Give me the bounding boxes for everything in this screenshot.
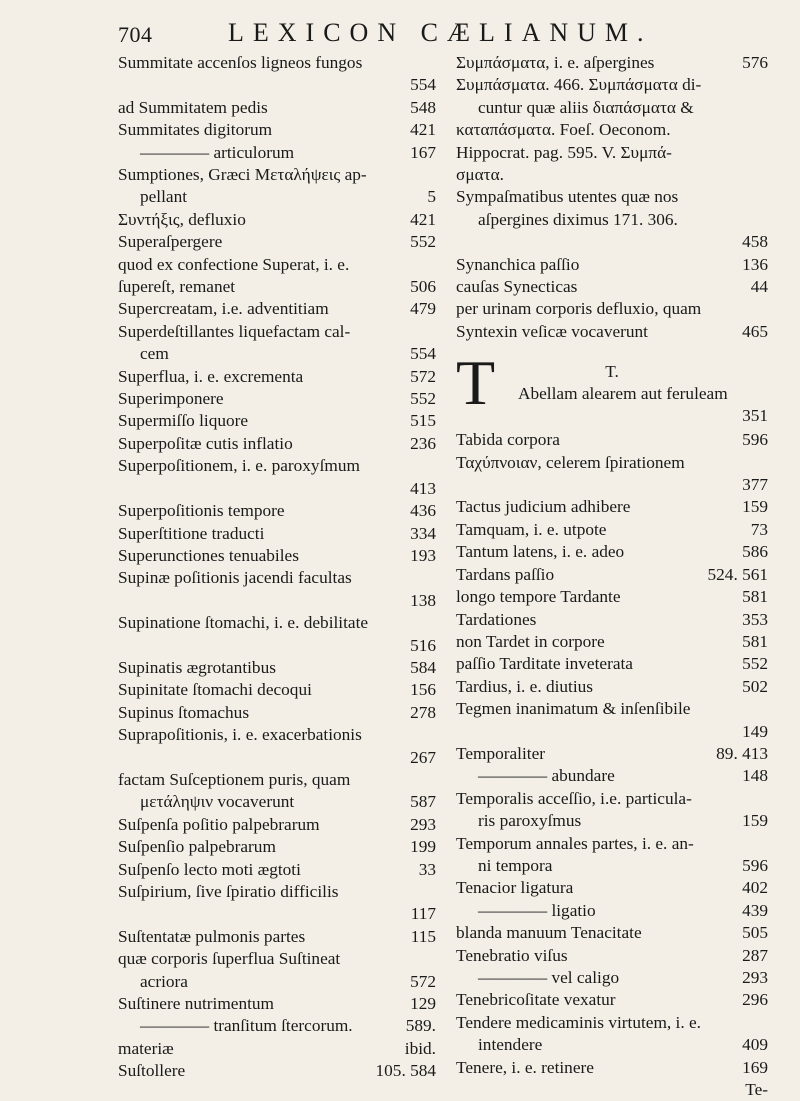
index-entry — [456, 765, 768, 787]
entry-page-ref: 548 — [410, 97, 436, 117]
entry-page-ref: 502 — [742, 676, 768, 696]
entry-page-ref: 115 — [410, 926, 436, 946]
entry-text: quæ corporis ſuperflua Suſtineat — [118, 949, 341, 969]
entry-page-ref: 167 — [410, 142, 436, 162]
entry-page-ref: 73 — [750, 519, 768, 539]
index-entry — [456, 922, 768, 944]
index-entry — [456, 519, 768, 541]
index-entry — [118, 276, 436, 298]
index-entry — [456, 452, 768, 474]
entry-text: pellant — [140, 187, 188, 207]
entry-page-ref: 524. 561 — [707, 564, 768, 584]
entry-page-ref: 409 — [742, 1035, 768, 1055]
index-entry — [118, 567, 436, 589]
entry-text: Tenebricoſitate vexatur — [456, 990, 616, 1010]
index-entry — [118, 1015, 436, 1037]
entry-text: Tactus judicium adhibere — [456, 497, 631, 517]
index-entry — [456, 586, 768, 608]
entry-page-ref: 267 — [410, 747, 436, 767]
section-first-num: 351 — [742, 406, 768, 426]
index-entry — [118, 993, 436, 1015]
entry-page-ref: 138 — [410, 590, 436, 610]
index-entry — [118, 612, 436, 634]
index-entry — [456, 900, 768, 922]
index-entry — [456, 653, 768, 675]
entry-text: cem — [140, 344, 169, 364]
entry-page-ref: 159 — [742, 811, 768, 831]
section-heading: T. — [605, 362, 619, 382]
entry-text: paſſio Tarditate inveterata — [456, 654, 633, 674]
entry-text: cuntur quæ aliis διαπάσματα & — [478, 97, 694, 117]
index-entry — [456, 74, 768, 96]
entry-page-ref: 117 — [410, 904, 436, 924]
entry-page-ref: 413 — [410, 478, 436, 498]
index-entry — [118, 343, 436, 365]
entry-text: μετάληψιν vocaverunt — [140, 792, 295, 812]
entry-page-ref: 353 — [742, 609, 768, 629]
index-entry — [118, 590, 436, 612]
entry-text: Sumptiones, Græci Μεταλήψεις ap- — [118, 165, 367, 185]
entry-page-ref: 156 — [410, 680, 436, 700]
index-entry — [118, 635, 436, 657]
index-entry — [456, 142, 768, 164]
running-header — [118, 18, 770, 50]
entry-page-ref: 105. 584 — [375, 1061, 436, 1081]
entry-text: Tantum latens, i. e. adeo — [456, 542, 625, 562]
entry-page-ref: ibid. — [404, 1038, 436, 1058]
entry-text: Sympaſmatibus utentes quæ nos — [456, 187, 679, 207]
entry-text: Tardans paſſio — [456, 564, 555, 584]
entry-text: Suſpirium, ſive ſpiratio difficilis — [118, 881, 339, 901]
index-entry — [456, 298, 768, 320]
entry-text: Synanchica paſſio — [456, 254, 580, 274]
entry-text: ———— ligatio — [478, 900, 596, 920]
entry-text: longo tempore Tardante — [456, 587, 621, 607]
index-entry — [456, 276, 768, 298]
index-entry — [118, 657, 436, 679]
index-entry — [456, 474, 768, 496]
entry-text: Superdeſtillantes liquefactam cal- — [118, 321, 351, 341]
index-entry — [118, 926, 436, 948]
right-column — [456, 52, 768, 1101]
entry-page-ref: 44 — [750, 277, 768, 297]
entry-text: Superpoſitionem, i. e. paroxyſmum — [118, 456, 360, 476]
index-entry — [456, 676, 768, 698]
entry-page-ref: 465 — [742, 321, 768, 341]
index-entry — [456, 877, 768, 899]
entry-page-ref: 552 — [742, 654, 768, 674]
entry-page-ref: 159 — [742, 497, 768, 517]
entry-text: Ταχύπνοιαν, celerem ſpirationem — [456, 452, 685, 472]
entry-text: Supermiſſo liquore — [118, 411, 249, 431]
index-entry — [118, 859, 436, 881]
entry-page-ref: 596 — [742, 430, 768, 450]
entry-page-ref: 148 — [742, 766, 768, 786]
right-column-t-entries — [456, 429, 768, 1101]
entry-text: Supinatis ægrotantibus — [118, 657, 276, 677]
entry-text: quod ex confectione Superat, i. e. — [118, 254, 350, 274]
entry-page-ref: 554 — [410, 75, 436, 95]
entry-page-ref: 236 — [410, 433, 436, 453]
index-entry — [118, 836, 436, 858]
index-entry — [456, 1079, 768, 1101]
entry-page-ref: 581 — [742, 587, 768, 607]
entry-text: Temporaliter — [456, 743, 545, 763]
entry-page-ref: 554 — [410, 344, 436, 364]
index-entry — [456, 164, 768, 186]
entry-text: Tenere, i. e. retinere — [456, 1057, 594, 1077]
entry-page-ref: Te- — [745, 1080, 768, 1100]
entry-text: Tenebratio viſus — [456, 945, 568, 965]
index-entry — [118, 724, 436, 746]
entry-page-ref: 596 — [742, 855, 768, 875]
index-entry — [118, 702, 436, 724]
entry-page-ref: 552 — [410, 232, 436, 252]
entry-text: Suſtentatæ pulmonis partes — [118, 926, 306, 946]
index-entry — [456, 1057, 768, 1079]
index-entry — [118, 388, 436, 410]
entry-text: Suſpenſo lecto moti ægtoti — [118, 859, 301, 879]
index-entry — [118, 747, 436, 769]
entry-text: materiæ — [118, 1038, 174, 1058]
section-first-line: Abellam alearem aut feruleam — [518, 384, 728, 404]
entry-text: factam Suſceptionem puris, quam — [118, 769, 351, 789]
entry-page-ref: 89. 413 — [716, 743, 768, 763]
entry-page-ref: 587 — [410, 792, 436, 812]
entry-page-ref: 293 — [410, 814, 436, 834]
entry-page-ref: 149 — [742, 721, 768, 741]
entry-text: acriora — [140, 971, 188, 991]
index-entry — [118, 791, 436, 813]
entry-page-ref: 552 — [410, 389, 436, 409]
entry-text: ———— vel caligo — [478, 967, 620, 987]
index-entry — [118, 814, 436, 836]
entry-page-ref: 33 — [418, 859, 436, 879]
entry-text: Tendere medicaminis virtutem, i. e. — [456, 1012, 701, 1032]
entry-text: σματα. — [456, 165, 504, 185]
index-entry — [118, 52, 436, 74]
index-entry — [456, 810, 768, 832]
section-t-heading-block — [456, 347, 768, 426]
index-entry — [118, 142, 436, 164]
entry-text: blanda manuum Tenacitate — [456, 923, 642, 943]
entry-page-ref: 293 — [742, 967, 768, 987]
entry-text: Tegmen inanimatum & inſenſibile — [456, 699, 691, 719]
entry-text: Superimponere — [118, 389, 224, 409]
entry-text: Συμπάσματα, i. e. aſpergines — [456, 53, 655, 72]
index-entry — [456, 231, 768, 253]
index-entry — [456, 743, 768, 765]
entry-text: Summitates digitorum — [118, 120, 273, 140]
entry-text: intendere — [478, 1035, 543, 1055]
entry-page-ref: 421 — [410, 120, 436, 140]
index-entry — [456, 945, 768, 967]
entry-text: Superpoſitionis tempore — [118, 501, 285, 521]
entry-page-ref: 586 — [742, 542, 768, 562]
index-entry — [118, 254, 436, 276]
index-entry — [118, 321, 436, 343]
entry-text: Supercreatam, i.e. adventitiam — [118, 299, 329, 319]
left-column — [118, 52, 436, 1083]
index-entry — [456, 541, 768, 563]
right-column-s-entries — [456, 52, 768, 343]
index-entry — [118, 1060, 436, 1082]
entry-text: Supinatione ſtomachi, i. e. debilitate — [118, 613, 369, 633]
entry-page-ref: 287 — [742, 945, 768, 965]
index-entry — [118, 971, 436, 993]
entry-text: ſupereſt, remanet — [118, 277, 236, 297]
index-entry — [118, 366, 436, 388]
index-entry — [456, 321, 768, 343]
entry-page-ref: 458 — [742, 232, 768, 252]
entry-text: Superunctiones tenuabiles — [118, 545, 299, 565]
index-entry — [118, 455, 436, 477]
entry-text: Supinitate ſtomachi decoqui — [118, 680, 312, 700]
index-entry — [118, 1038, 436, 1060]
entry-page-ref: 278 — [410, 702, 436, 722]
entry-page-ref: 129 — [410, 993, 436, 1013]
entry-text: Summitate accenſos ligneos fungos — [118, 53, 363, 72]
entry-page-ref: 169 — [742, 1057, 768, 1077]
entry-text: Supinus ſtomachus — [118, 702, 250, 722]
entry-text: ris paroxyſmus — [478, 811, 582, 831]
entry-text: Suſtinere nutrimentum — [118, 993, 274, 1013]
index-entry — [456, 209, 768, 231]
entry-text: Suſtollere — [118, 1061, 186, 1081]
page-number: 704 — [118, 22, 153, 47]
entry-text: Συντήξις, defluxio — [118, 209, 246, 229]
entry-text: Tamquam, i. e. utpote — [456, 519, 607, 539]
entry-text: ———— abundare — [478, 766, 615, 786]
index-entry — [456, 833, 768, 855]
entry-page-ref: 5 — [427, 187, 436, 207]
index-entry — [118, 209, 436, 231]
entry-page-ref: 334 — [410, 523, 436, 543]
entry-page-ref: 136 — [742, 254, 768, 274]
entry-text: Tardationes — [456, 609, 537, 629]
entry-page-ref: 576 — [742, 53, 768, 72]
entry-page-ref: 479 — [410, 299, 436, 319]
index-entry — [456, 721, 768, 743]
entry-text: Hippocrat. pag. 595. V. Συμπά- — [456, 142, 672, 162]
entry-page-ref: 377 — [742, 475, 768, 495]
index-entry — [456, 97, 768, 119]
entry-text: Suprapoſitionis, i. e. exacerbationis — [118, 725, 362, 745]
index-entry — [456, 967, 768, 989]
entry-text: aſpergines diximus 171. 306. — [478, 209, 678, 229]
entry-text: Tenacior ligatura — [456, 878, 574, 898]
index-entry — [456, 119, 768, 141]
index-entry — [456, 496, 768, 518]
index-entry — [118, 881, 436, 903]
index-entry — [456, 564, 768, 586]
entry-page-ref: 516 — [410, 635, 436, 655]
entry-text: ———— articulorum — [140, 142, 295, 162]
entry-text: Suſpenſa poſitio palpebrarum — [118, 814, 320, 834]
index-entry — [456, 989, 768, 1011]
index-entry — [118, 903, 436, 925]
entry-text: non Tardet in corpore — [456, 631, 605, 651]
entry-text: Tabida corpora — [456, 430, 560, 450]
index-entry — [118, 97, 436, 119]
entry-text: Superpoſitæ cutis inflatio — [118, 433, 293, 453]
entry-text: ad Summitatem pedis — [118, 97, 268, 117]
index-entry — [118, 523, 436, 545]
entry-page-ref: 193 — [410, 545, 436, 565]
entry-text: Temporum annales partes, i. e. an- — [456, 833, 694, 853]
index-entry — [118, 74, 436, 96]
index-entry — [118, 769, 436, 791]
index-entry — [456, 186, 768, 208]
entry-page-ref: 439 — [742, 900, 768, 920]
entry-text: ———— tranſitum ſtercorum. — [140, 1016, 353, 1036]
entry-text: Superflua, i. e. excrementa — [118, 366, 304, 386]
entry-text: Suſpenſio palpebrarum — [118, 837, 276, 857]
index-entry — [118, 231, 436, 253]
entry-text: Συμπάσματα. 466. Συμπάσματα di- — [456, 75, 702, 95]
index-entry — [456, 1034, 768, 1056]
index-entry — [456, 254, 768, 276]
index-entry — [118, 433, 436, 455]
entry-page-ref: 572 — [410, 366, 436, 386]
index-entry — [118, 298, 436, 320]
index-entry — [118, 410, 436, 432]
entry-text: Tardius, i. e. diutius — [456, 676, 594, 696]
index-entry — [456, 609, 768, 631]
index-entry — [118, 164, 436, 186]
entry-text: Superaſpergere — [118, 232, 223, 252]
entry-page-ref: 572 — [410, 971, 436, 991]
entry-page-ref: 515 — [410, 411, 436, 431]
entry-text: cauſas Synecticas — [456, 277, 578, 297]
index-entry — [456, 631, 768, 653]
index-entry — [118, 545, 436, 567]
index-entry — [118, 948, 436, 970]
entry-page-ref: 421 — [410, 209, 436, 229]
entry-page-ref: 402 — [742, 878, 768, 898]
index-entry — [118, 186, 436, 208]
entry-page-ref: 581 — [742, 631, 768, 651]
page-title: LEXICON CÆLIANUM. — [228, 18, 653, 47]
index-entry — [118, 679, 436, 701]
index-entry — [118, 119, 436, 141]
entry-page-ref: 199 — [410, 837, 436, 857]
entry-page-ref: 506 — [410, 277, 436, 297]
entry-page-ref: 589. — [405, 1016, 436, 1036]
drop-cap-initial: T — [456, 347, 496, 419]
entry-text: Temporalis acceſſio, i.e. particula- — [456, 788, 692, 808]
index-entry — [456, 429, 768, 451]
index-entry — [456, 52, 768, 74]
entry-text: Superſtitione traducti — [118, 523, 265, 543]
entry-page-ref: 584 — [410, 657, 436, 677]
index-entry — [118, 478, 436, 500]
entry-page-ref: 436 — [410, 501, 436, 521]
index-entry — [118, 500, 436, 522]
entry-text: ni tempora — [478, 855, 553, 875]
index-entry — [456, 1012, 768, 1034]
index-entry — [456, 788, 768, 810]
entry-text: per urinam corporis defluxio, quam — [456, 299, 702, 319]
index-entry — [456, 855, 768, 877]
entry-page-ref: 296 — [742, 990, 768, 1010]
entry-text: Supinæ poſitionis jacendi facultas — [118, 568, 352, 588]
entry-text: Syntexin veſicæ vocaverunt — [456, 321, 648, 341]
entry-page-ref: 505 — [742, 923, 768, 943]
entry-text: καταπάσματα. Foeſ. Oeconom. — [456, 120, 671, 140]
index-entry — [456, 698, 768, 720]
